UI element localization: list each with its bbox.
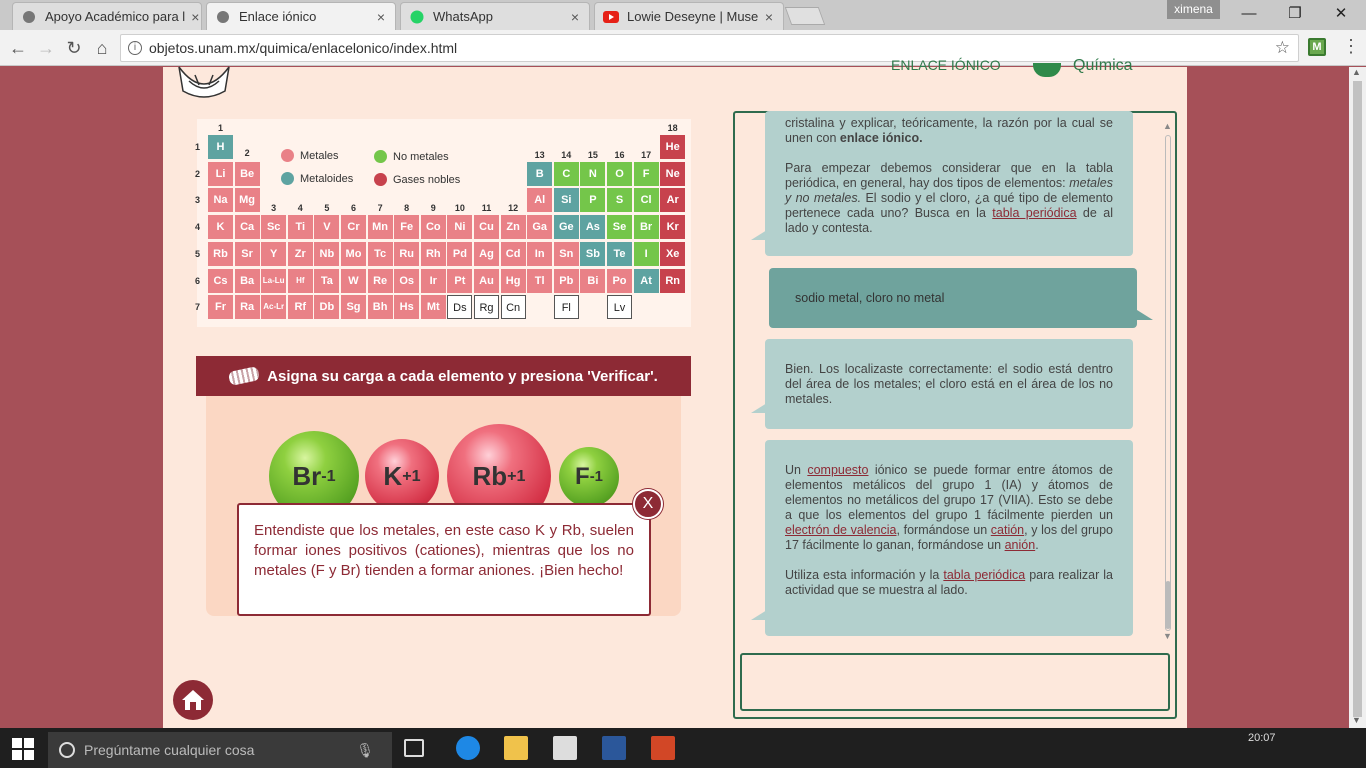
element-cell-y[interactable]: Y: [261, 242, 286, 266]
close-feedback-button[interactable]: X: [633, 489, 663, 519]
ion-ball-f[interactable]: F -1: [559, 447, 619, 507]
element-cell-hf[interactable]: Hf: [288, 269, 313, 293]
chat-user-answer: sodio metal, cloro no metal: [769, 268, 1137, 328]
close-tab-icon[interactable]: ×: [764, 8, 773, 25]
ion-ball-k[interactable]: K +1: [365, 439, 439, 513]
chat-scroll-thumb[interactable]: [1165, 581, 1171, 629]
element-cell-pd[interactable]: Pd: [447, 242, 472, 266]
period-label: 7: [195, 302, 201, 313]
group-label: 4: [297, 203, 303, 214]
element-cell-fe[interactable]: Fe: [394, 215, 419, 239]
store-icon[interactable]: [553, 736, 577, 760]
cation-link[interactable]: catión: [990, 523, 1025, 537]
scroll-up-icon[interactable]: ▲: [1352, 67, 1361, 77]
element-cell-ar[interactable]: Ar: [660, 188, 685, 212]
element-cell-aclr[interactable]: Ac-Lr: [261, 295, 286, 319]
legend-metals: Metales: [281, 149, 339, 162]
periodic-table: [197, 119, 691, 327]
tab-apoyo[interactable]: Apoyo Académico para l ×: [12, 2, 202, 30]
element-cell-ca[interactable]: Ca: [235, 215, 260, 239]
element-cell-te[interactable]: Te: [607, 242, 632, 266]
element-cell-cu[interactable]: Cu: [474, 215, 499, 239]
periodic-table-link[interactable]: tabla periódica: [992, 206, 1077, 220]
element-cell-al[interactable]: Al: [527, 188, 552, 212]
group-label: 2: [244, 147, 250, 158]
element-cell-c[interactable]: C: [554, 162, 579, 186]
group-label: 9: [430, 203, 436, 214]
element-cell-cn[interactable]: Cn: [501, 295, 526, 319]
unam-icon: [215, 9, 231, 25]
element-cell-zn[interactable]: Zn: [501, 215, 526, 239]
element-cell-s[interactable]: S: [607, 188, 632, 212]
scroll-down-icon[interactable]: ▼: [1163, 631, 1172, 641]
element-cell-hg[interactable]: Hg: [501, 269, 526, 293]
element-cell-he[interactable]: He: [660, 135, 685, 159]
element-cell-bi[interactable]: Bi: [580, 269, 605, 293]
element-cell-ba[interactable]: Ba: [235, 269, 260, 293]
element-cell-sc[interactable]: Sc: [261, 215, 286, 239]
element-cell-ra[interactable]: Ra: [235, 295, 260, 319]
flask-icon: [1033, 63, 1061, 77]
group-label: 1: [217, 123, 223, 133]
chat-message-explanation: Un compuesto iónico se puede formar entre átomos de elementos metálicos del grupo 1 (IA) y átomos de elementos no metálicos del grupo 17 (VIIA). Esto se debe a que los elementos del grupo 1 fácilmente pierden un electrón de valencia, formándose un catión, y los del grupo 17 fácilmente lo ganan, formándose un anión. Utiliza esta información y la tabla periódica para realizar la actividad que se muestra al lado.: [765, 440, 1133, 636]
tab-youtube[interactable]: Lowie Deseyne | Muse ×: [594, 2, 784, 30]
unam-logo: [175, 61, 233, 99]
chat-scrollbar[interactable]: [1163, 121, 1173, 641]
home-button[interactable]: [173, 680, 213, 720]
element-cell-b[interactable]: B: [527, 162, 552, 186]
element-cell-fl[interactable]: Fl: [554, 295, 579, 319]
chat-message-feedback: Bien. Los localizaste correctamente: el sodio está dentro del área de los metales; el cloro está en el área de los no metales.: [765, 339, 1133, 429]
file-explorer-icon[interactable]: [504, 736, 528, 760]
element-cell-n[interactable]: N: [580, 162, 605, 186]
group-label: 14: [561, 149, 572, 160]
group-label: 8: [404, 203, 410, 214]
element-cell-mn[interactable]: Mn: [368, 215, 393, 239]
period-label: 5: [195, 248, 201, 259]
element-cell-db[interactable]: Db: [314, 295, 339, 319]
element-cell-au[interactable]: Au: [474, 269, 499, 293]
cortana-icon: [59, 742, 75, 758]
element-cell-ti[interactable]: Ti: [288, 215, 313, 239]
element-cell-co[interactable]: Co: [421, 215, 446, 239]
group-label: 3: [271, 203, 277, 214]
noble-dot-icon: [374, 173, 387, 186]
element-cell-cs[interactable]: Cs: [208, 269, 233, 293]
element-cell-kr[interactable]: Kr: [660, 215, 685, 239]
element-cell-rf[interactable]: Rf: [288, 295, 313, 319]
scroll-down-icon[interactable]: ▼: [1352, 715, 1361, 725]
legend-noble: Gases nobles: [374, 173, 460, 186]
element-cell-ru[interactable]: Ru: [394, 242, 419, 266]
unam-icon: [21, 9, 37, 25]
electron-valencia-link[interactable]: electrón de valencia: [785, 523, 897, 537]
period-label: 3: [195, 195, 201, 206]
close-tab-icon[interactable]: ×: [570, 8, 579, 25]
new-tab-button[interactable]: [785, 7, 826, 25]
group-label: 11: [481, 203, 492, 214]
element-cell-sg[interactable]: Sg: [341, 295, 366, 319]
anion-link[interactable]: anión: [1004, 538, 1036, 552]
group-label: 7: [377, 203, 383, 214]
page-scroll-thumb[interactable]: [1353, 81, 1362, 717]
element-cell-f[interactable]: F: [634, 162, 659, 186]
ion-ball-rb[interactable]: Rb +1: [447, 424, 551, 528]
element-cell-mo[interactable]: Mo: [341, 242, 366, 266]
element-cell-rn[interactable]: Rn: [660, 269, 685, 293]
element-cell-na[interactable]: Na: [208, 188, 233, 212]
page-scrollbar[interactable]: [1349, 67, 1366, 728]
element-cell-w[interactable]: W: [341, 269, 366, 293]
back-icon[interactable]: ←: [9, 38, 27, 58]
compuesto-link[interactable]: compuesto: [807, 463, 869, 477]
element-cell-pt[interactable]: Pt: [447, 269, 472, 293]
element-cell-ne[interactable]: Ne: [660, 162, 685, 186]
minimize-button[interactable]: —: [1241, 5, 1257, 22]
group-label: 13: [534, 149, 545, 160]
group-label: 16: [614, 149, 625, 160]
element-cell-hs[interactable]: Hs: [394, 295, 419, 319]
element-cell-ge[interactable]: Ge: [554, 215, 579, 239]
element-cell-pb[interactable]: Pb: [554, 269, 579, 293]
scroll-up-icon[interactable]: ▲: [1163, 121, 1172, 131]
close-tab-icon[interactable]: ×: [376, 8, 385, 25]
element-cell-lalu[interactable]: La-Lu: [261, 269, 286, 293]
element-cell-rg[interactable]: Rg: [474, 295, 499, 319]
element-cell-zr[interactable]: Zr: [288, 242, 313, 266]
element-cell-br[interactable]: Br: [634, 215, 659, 239]
periodic-table-link-2[interactable]: tabla periódica: [943, 568, 1026, 582]
element-cell-be[interactable]: Be: [235, 162, 260, 186]
whatsapp-icon: [409, 9, 425, 25]
element-cell-tl[interactable]: Tl: [527, 269, 552, 293]
element-cell-si[interactable]: Si: [554, 188, 579, 212]
element-cell-h[interactable]: H: [208, 135, 233, 159]
chat-message-intro: cristalina y explicar, teóricamente, la razón por la cual se unen con enlace iónico. Para empezar debemos considerar que en la tabla periódica, en general, hay dos tipos de elementos: metales y no metales. El sodio y el cloro, ¿a qué tipo de elemento pertenece cada uno? Busca en la tabla periódica de al lado y contesta.: [765, 111, 1133, 256]
element-cell-xe[interactable]: Xe: [660, 242, 685, 266]
tab-whatsapp[interactable]: WhatsApp ×: [400, 2, 590, 30]
powerpoint-icon[interactable]: [651, 736, 675, 760]
element-cell-at[interactable]: At: [634, 269, 659, 293]
element-cell-tc[interactable]: Tc: [368, 242, 393, 266]
element-cell-sr[interactable]: Sr: [235, 242, 260, 266]
period-label: 1: [195, 142, 201, 152]
windows-start-icon[interactable]: [12, 738, 34, 760]
menu-kebab-icon[interactable]: ⋮: [1342, 36, 1360, 56]
element-cell-cl[interactable]: Cl: [634, 188, 659, 212]
group-label: 5: [324, 203, 330, 214]
profile-badge[interactable]: ximena: [1167, 0, 1220, 19]
task-view-icon[interactable]: [404, 739, 424, 757]
element-cell-sn[interactable]: Sn: [554, 242, 579, 266]
element-cell-re[interactable]: Re: [368, 269, 393, 293]
element-cell-as[interactable]: As: [580, 215, 605, 239]
edge-icon[interactable]: [456, 736, 480, 760]
element-cell-li[interactable]: Li: [208, 162, 233, 186]
url-field[interactable]: i objetos.unam.mx/quimica/enlacelonico/index.html ☆: [120, 34, 1299, 62]
windows-taskbar: [0, 728, 1366, 768]
element-cell-i[interactable]: I: [634, 242, 659, 266]
group-label: 17: [641, 149, 652, 160]
period-label: 2: [195, 168, 201, 179]
home-icon[interactable]: ⌂: [96, 38, 108, 58]
word-icon[interactable]: [602, 736, 626, 760]
activity-instruction-bar: Asigna su carga a cada elemento y presiona 'Verificar'.: [196, 356, 691, 396]
element-cell-o[interactable]: O: [607, 162, 632, 186]
lesson-page: [163, 57, 1187, 728]
element-cell-ag[interactable]: Ag: [474, 242, 499, 266]
group-label: 10: [454, 203, 465, 214]
element-cell-ir[interactable]: Ir: [421, 269, 446, 293]
element-cell-mg[interactable]: Mg: [235, 188, 260, 212]
section-title: ENLACE IÓNICO: [891, 57, 1001, 73]
element-cell-os[interactable]: Os: [394, 269, 419, 293]
element-cell-fr[interactable]: Fr: [208, 295, 233, 319]
chat-panel: [733, 111, 1177, 719]
info-icon[interactable]: i: [128, 41, 142, 55]
element-cell-v[interactable]: V: [314, 215, 339, 239]
element-cell-k[interactable]: K: [208, 215, 233, 239]
period-label: 6: [195, 275, 201, 286]
legend-nonmetals: No metales: [374, 150, 449, 163]
bookmark-star-icon[interactable]: ☆: [1274, 38, 1290, 57]
group-label: 15: [587, 149, 598, 160]
period-label: 4: [195, 222, 201, 233]
legend-metalloids: Metaloides: [281, 172, 353, 185]
taskbar-search[interactable]: Pregúntame cualquier cosa 🎙: [48, 732, 392, 768]
close-tab-icon[interactable]: ×: [191, 8, 200, 25]
element-cell-lv[interactable]: Lv: [607, 295, 632, 319]
element-cell-mt[interactable]: Mt: [421, 295, 446, 319]
metal-dot-icon: [281, 149, 294, 162]
metalloid-dot-icon: [281, 172, 294, 185]
element-cell-se[interactable]: Se: [607, 215, 632, 239]
forward-icon[interactable]: →: [37, 38, 55, 58]
close-window-button[interactable]: ✕: [1334, 5, 1348, 22]
ion-ball-br[interactable]: Br -1: [269, 431, 359, 521]
house-icon: [180, 688, 206, 712]
element-cell-ga[interactable]: Ga: [527, 215, 552, 239]
element-cell-po[interactable]: Po: [607, 269, 632, 293]
element-cell-sb[interactable]: Sb: [580, 242, 605, 266]
browser-tabbar: [0, 0, 1366, 30]
element-cell-in[interactable]: In: [527, 242, 552, 266]
group-label: 6: [350, 203, 356, 214]
element-cell-cr[interactable]: Cr: [341, 215, 366, 239]
element-cell-cd[interactable]: Cd: [501, 242, 526, 266]
chat-input-field[interactable]: [740, 653, 1170, 711]
microphone-icon[interactable]: 🎙: [356, 742, 374, 758]
element-cell-ni[interactable]: Ni: [447, 215, 472, 239]
nonmetal-dot-icon: [374, 150, 387, 163]
taskbar-clock: 20:07: [1248, 732, 1276, 744]
subject-name: Química: [1073, 57, 1133, 74]
element-cell-ta[interactable]: Ta: [314, 269, 339, 293]
group-label: 12: [508, 203, 519, 214]
element-cell-ds[interactable]: Ds: [447, 295, 472, 319]
restore-button[interactable]: ❐: [1288, 5, 1302, 22]
element-cell-rh[interactable]: Rh: [421, 242, 446, 266]
feedback-popup: Entendiste que los metales, en este caso K y Rb, suelen formar iones positivos (cationes), mientras que los no metales (F y Br) tienden a formar aniones. ¡Bien hecho!: [237, 503, 651, 616]
youtube-icon: [603, 9, 619, 25]
tab-enlace-ionico[interactable]: Enlace iónico ×: [206, 2, 396, 30]
group-label: 18: [667, 123, 678, 133]
element-cell-p[interactable]: P: [580, 188, 605, 212]
reload-icon[interactable]: ↻: [66, 38, 82, 58]
element-cell-bh[interactable]: Bh: [368, 295, 393, 319]
element-cell-nb[interactable]: Nb: [314, 242, 339, 266]
extension-icon[interactable]: M: [1308, 38, 1326, 56]
hand-pointer-icon: [228, 366, 260, 386]
element-cell-rb[interactable]: Rb: [208, 242, 233, 266]
